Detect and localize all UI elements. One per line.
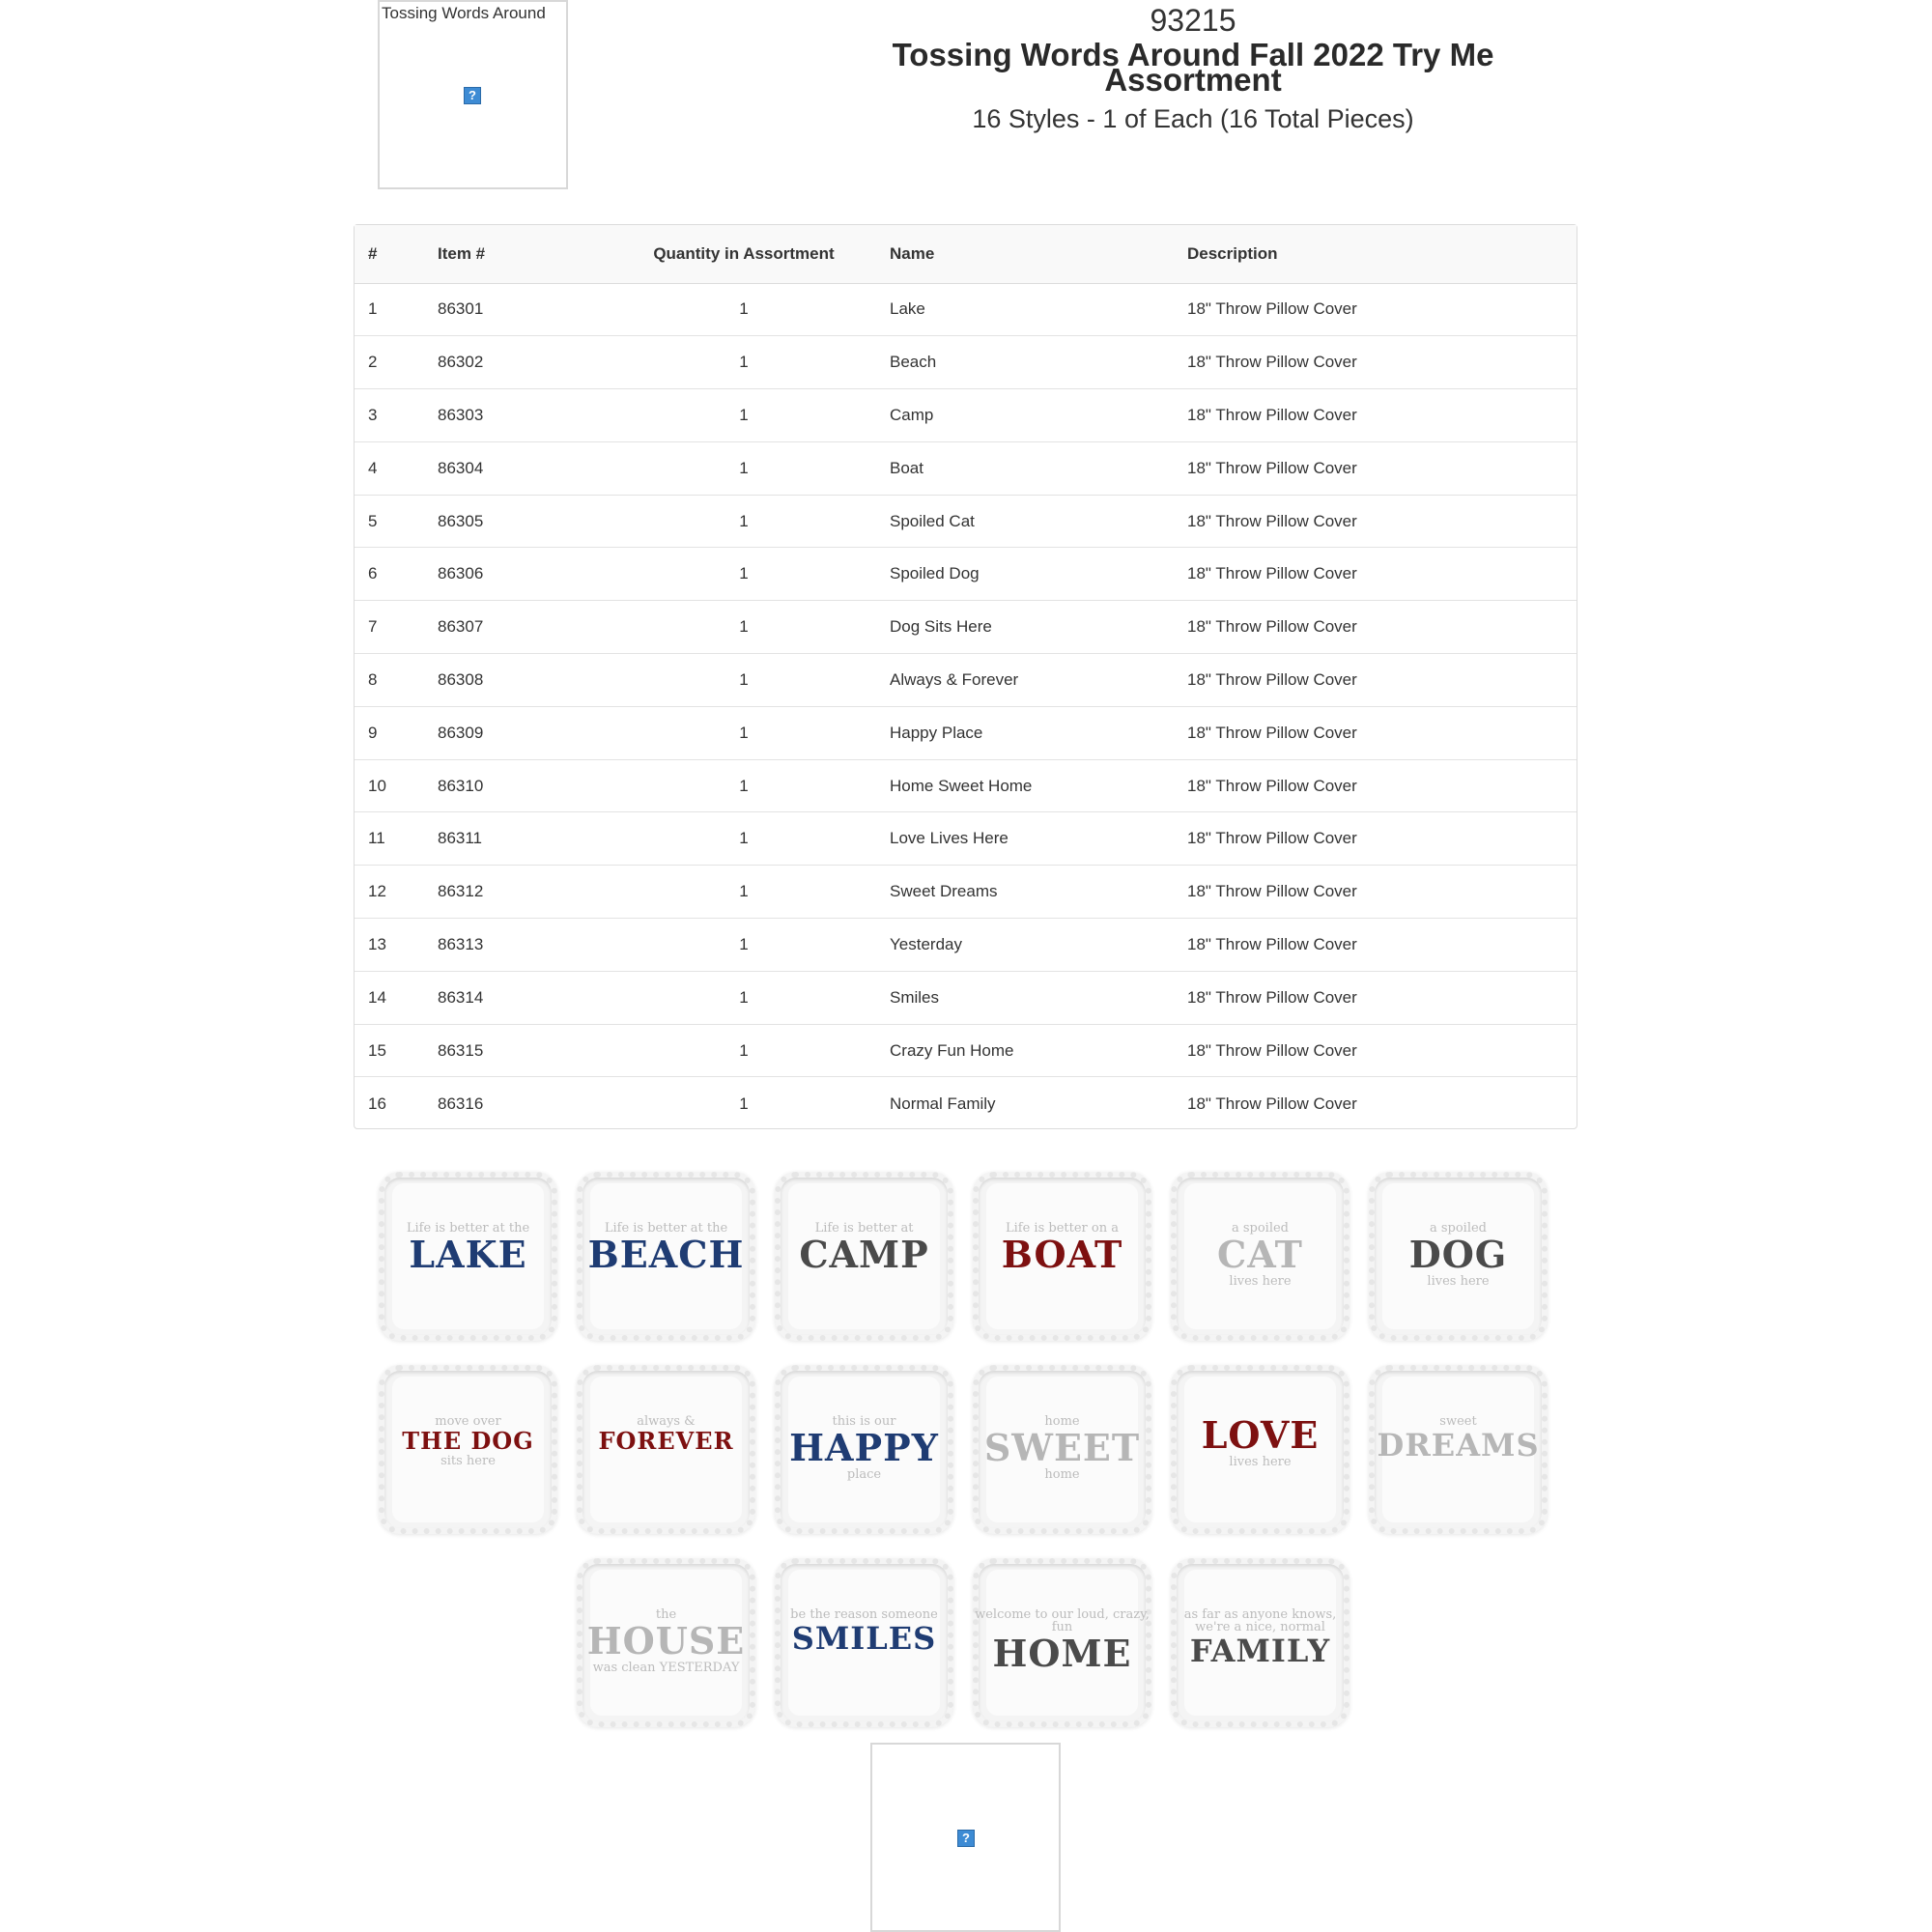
table-row <box>355 759 1577 812</box>
pillow-bottom-text: lives here <box>1427 1274 1490 1289</box>
cell-quantity: 1 <box>598 971 890 1024</box>
column-header-item-number: Item # <box>437 225 598 283</box>
cell-name: Happy Place <box>890 706 1186 759</box>
table-row <box>355 495 1577 548</box>
pillow-bottom-text: lives here <box>1229 1274 1292 1289</box>
table-row <box>355 706 1577 759</box>
cell-item-number: 86310 <box>437 759 598 812</box>
cell-item-number: 86306 <box>437 548 598 601</box>
cell-item-number: 86316 <box>438 1094 484 1113</box>
cell-name: Always & Forever <box>890 654 1186 707</box>
cell-quantity: 1 <box>598 812 890 866</box>
cell-quantity: 1 <box>598 548 890 601</box>
cell-description: 18" Throw Pillow Cover <box>1186 283 1577 336</box>
cell-description: 18" Throw Pillow Cover <box>1186 389 1577 442</box>
cell-item-number: 86302 <box>437 336 598 389</box>
pillow-bottom-text: sits here <box>440 1454 496 1468</box>
pillow-top-text: this is our <box>832 1414 896 1429</box>
page-subtitle: 16 Styles - 1 of Each (16 Total Pieces) <box>972 104 1414 133</box>
cell-description: 18" Throw Pillow Cover <box>1186 971 1577 1024</box>
cell-name: Dog Sits Here <box>890 601 1186 654</box>
cell-item-number: 86309 <box>437 706 598 759</box>
column-header-number: # <box>355 225 437 283</box>
table-row <box>355 389 1577 442</box>
cell-name: Normal Family <box>890 1094 996 1113</box>
pillow-main-text: SMILES <box>791 1620 937 1657</box>
cell-number: 6 <box>355 548 437 601</box>
cell-description: 18" Throw Pillow Cover <box>1186 441 1577 495</box>
cell-description: 18" Throw Pillow Cover <box>1186 706 1577 759</box>
table-row <box>355 1024 1577 1077</box>
table-row <box>355 654 1577 707</box>
cell-description: 18" Throw Pillow Cover <box>1186 654 1577 707</box>
cell-number: 7 <box>355 601 437 654</box>
pillow-top-text: as far as anyone knows, we're a nice, normal <box>1183 1607 1337 1634</box>
pillow-image <box>973 1558 1151 1727</box>
cell-number: 13 <box>355 919 437 972</box>
cell-description: 18" Throw Pillow Cover <box>1186 919 1577 972</box>
cell-quantity: 1 <box>598 759 890 812</box>
cell-name: Camp <box>890 389 1186 442</box>
logo-alt-text: Tossing Words Around <box>382 4 546 22</box>
pillow-top-text: Life is better at the <box>604 1221 728 1236</box>
pillow-top-text: welcome to our loud, crazy, fun <box>975 1607 1150 1634</box>
table-row <box>355 441 1577 495</box>
pillow-main-text: FAMILY <box>1189 1633 1331 1669</box>
table-row <box>355 971 1577 1024</box>
cell-number: 15 <box>355 1024 437 1077</box>
cell-description: 18" Throw Pillow Cover <box>1186 866 1577 919</box>
pillow-top-text: Life is better on a <box>1006 1221 1119 1236</box>
title-line-1: Tossing Words Around Fall 2022 Try Me <box>892 37 1494 72</box>
pillow-image <box>577 1365 755 1534</box>
cell-quantity: 1 <box>598 389 890 442</box>
cell-description: 18" Throw Pillow Cover <box>1186 601 1577 654</box>
cell-name: Boat <box>890 441 1186 495</box>
cell-number: 3 <box>355 389 437 442</box>
cell-item-number: 86312 <box>437 866 598 919</box>
pillow-main-text: FOREVER <box>598 1427 734 1455</box>
table-row <box>355 336 1577 389</box>
pillow-top-text: move over <box>435 1414 501 1429</box>
bottom-image <box>870 1743 1061 1932</box>
cell-number: 14 <box>355 971 437 1024</box>
page-title <box>850 37 1536 98</box>
pillow-top-text: Life is better at <box>814 1221 914 1236</box>
pillow-image <box>973 1172 1151 1341</box>
cell-description: 18" Throw Pillow Cover <box>1186 336 1577 389</box>
cell-name: Smiles <box>890 971 1186 1024</box>
table-row <box>355 1077 1577 1130</box>
pillow-top-text: be the reason someone <box>790 1607 938 1622</box>
assortment-number: 93215 <box>1150 3 1236 38</box>
column-header-name: Name <box>890 225 1186 283</box>
cell-number: 12 <box>355 866 437 919</box>
cell-name: Lake <box>890 283 1186 336</box>
cell-item-number: 86315 <box>437 1024 598 1077</box>
cell-item-number: 86314 <box>437 971 598 1024</box>
cell-quantity: 1 <box>598 336 890 389</box>
pillow-bottom-text: place <box>846 1467 882 1482</box>
cell-quantity: 1 <box>598 601 890 654</box>
pillow-image <box>379 1172 557 1341</box>
cell-item-number: 86303 <box>437 389 598 442</box>
cell-number: 11 <box>355 812 437 866</box>
cell-item-number: 86301 <box>437 283 598 336</box>
cell-item-number: 86307 <box>437 601 598 654</box>
pillow-main-text: DOG <box>1408 1233 1508 1276</box>
cell-quantity: 1 <box>598 866 890 919</box>
cell-item-number: 86308 <box>437 654 598 707</box>
pillow-main-text: BOAT <box>1001 1233 1123 1276</box>
pillow-top-text: a spoiled <box>1429 1221 1488 1236</box>
cell-description: 18" Throw Pillow Cover <box>1186 548 1577 601</box>
cell-name: Beach <box>890 336 1186 389</box>
cell-item-number: 86311 <box>437 812 598 866</box>
cell-name: Yesterday <box>890 919 1186 972</box>
table-row <box>355 548 1577 601</box>
broken-image-icon: ? <box>957 1830 975 1847</box>
pillow-top-text: the <box>655 1607 677 1622</box>
cell-description: 18" Throw Pillow Cover <box>1186 812 1577 866</box>
cell-number: 10 <box>355 759 437 812</box>
pillow-top-text: a spoiled <box>1231 1221 1290 1236</box>
cell-quantity: 1 <box>598 1024 890 1077</box>
cell-name: Crazy Fun Home <box>890 1024 1186 1077</box>
column-header-quantity: Quantity in Assortment <box>598 225 890 283</box>
cell-description: 18" Throw Pillow Cover <box>1186 1024 1577 1077</box>
cell-name: Home Sweet Home <box>890 759 1186 812</box>
cell-number: 8 <box>355 654 437 707</box>
pillow-main-text: BEACH <box>587 1233 745 1276</box>
pillow-bottom-text: was clean YESTERDAY <box>592 1661 740 1675</box>
cell-name: Love Lives Here <box>890 812 1186 866</box>
table-header-row <box>355 225 1577 283</box>
pillow-main-text: LOVE <box>1201 1413 1320 1457</box>
broken-image-icon: ? <box>464 87 481 104</box>
table-row <box>355 601 1577 654</box>
pillow-main-text: THE DOG <box>402 1427 534 1455</box>
pillow-main-text: HOME <box>992 1632 1132 1675</box>
table-row <box>355 283 1577 336</box>
pillow-image <box>775 1365 953 1534</box>
cell-name: Sweet Dreams <box>890 866 1186 919</box>
title-line-2: Assortment <box>1104 62 1282 98</box>
page-header <box>850 0 1536 135</box>
pillow-top-text: always & <box>637 1414 696 1429</box>
cell-item-number: 86304 <box>437 441 598 495</box>
cell-quantity: 1 <box>598 283 890 336</box>
table-row <box>355 812 1577 866</box>
pillow-image <box>379 1365 557 1534</box>
pillow-top-text: sweet <box>1439 1414 1477 1429</box>
cell-quantity: 1 <box>739 1094 749 1113</box>
cell-item-number: 86305 <box>437 495 598 548</box>
cell-number: 1 <box>355 283 437 336</box>
cell-quantity: 1 <box>598 654 890 707</box>
pillow-image <box>577 1172 755 1341</box>
logo-image <box>378 0 568 189</box>
pillow-image <box>775 1172 953 1341</box>
cell-number: 2 <box>355 336 437 389</box>
column-header-description: Description <box>1186 225 1577 283</box>
pillow-image <box>1171 1558 1350 1727</box>
pillow-main-text: CAT <box>1217 1233 1303 1276</box>
pillow-bottom-text: home <box>1044 1467 1080 1482</box>
pillow-image <box>1369 1172 1548 1341</box>
table-row <box>355 919 1577 972</box>
pillow-main-text: SWEET <box>983 1426 1141 1469</box>
cell-name: Spoiled Cat <box>890 495 1186 548</box>
cell-number: 9 <box>355 706 437 759</box>
cell-description: 18" Throw Pillow Cover <box>1186 759 1577 812</box>
cell-quantity: 1 <box>598 919 890 972</box>
cell-item-number: 86313 <box>437 919 598 972</box>
cell-number: 5 <box>355 495 437 548</box>
pillow-top-text: Life is better at the <box>406 1221 530 1236</box>
pillow-main-text: HAPPY <box>789 1426 939 1469</box>
pillow-image <box>1171 1172 1350 1341</box>
cell-quantity: 1 <box>598 441 890 495</box>
cell-name: Spoiled Dog <box>890 548 1186 601</box>
pillow-main-text: LAKE <box>409 1233 527 1276</box>
cell-number: 16 <box>368 1094 386 1113</box>
pillow-image <box>1369 1365 1548 1534</box>
cell-description: 18" Throw Pillow Cover <box>1187 1094 1357 1113</box>
table-row <box>355 866 1577 919</box>
cell-quantity: 1 <box>598 706 890 759</box>
cell-number: 4 <box>355 441 437 495</box>
pillow-image <box>775 1558 953 1727</box>
pillow-image <box>973 1365 1151 1534</box>
cell-quantity: 1 <box>598 495 890 548</box>
pillow-bottom-text: lives here <box>1229 1455 1292 1469</box>
pillow-image <box>1171 1365 1350 1534</box>
pillow-main-text: CAMP <box>799 1233 929 1276</box>
cell-description: 18" Throw Pillow Cover <box>1186 495 1577 548</box>
pillow-main-text: DREAMS <box>1377 1427 1540 1463</box>
assortment-table <box>354 224 1577 1129</box>
pillow-main-text: HOUSE <box>586 1619 746 1662</box>
pillow-image <box>577 1558 755 1727</box>
pillow-top-text: home <box>1044 1414 1080 1429</box>
